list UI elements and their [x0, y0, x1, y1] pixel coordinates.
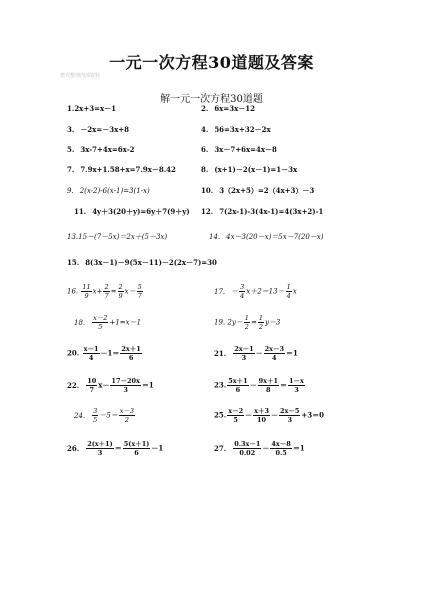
- problem-equation: －2x=－3x+8: [80, 125, 130, 134]
- fraction: $\frac{5x+1}{6}$: [228, 377, 248, 394]
- problem-equation: 7(2x-1)-3(4x-1)=4(3x+2)-1: [219, 207, 324, 216]
- problem-number: 9.: [67, 187, 74, 195]
- fraction: $\frac{2}{7}$: [104, 283, 109, 300]
- problem-3: [67, 125, 129, 135]
- problem-number: 7.: [67, 165, 75, 174]
- fraction: $\frac{x-2}{5}$: [228, 407, 244, 424]
- problem-equation: 3（2x+5）=2（4x+3）－3: [219, 186, 315, 195]
- problem-equation: 7.9x+1.58+x=7.9x－8.42: [80, 165, 176, 174]
- problem-5: [67, 145, 134, 155]
- problem-12: [201, 207, 323, 217]
- problem-number: 24.: [74, 411, 86, 420]
- problem-number: 15.: [67, 258, 80, 267]
- problem-number: 13.: [67, 233, 79, 241]
- problem-equation: 4y＋3(20＋y)=6y＋7(9＋y): [92, 207, 190, 216]
- problem-number: 17.: [214, 287, 226, 296]
- problem-number: 14.: [209, 233, 221, 241]
- fraction: $\frac{2(x+1)}{3}$: [87, 440, 113, 457]
- fraction: $\frac{0.3x-1}{0.02}$: [234, 440, 261, 457]
- problem-equation: 2x+3=x－1: [74, 104, 117, 113]
- fraction: $\frac{5}{7}$: [137, 283, 142, 300]
- problem-11: [74, 207, 190, 217]
- fraction: $\frac{2x+1}{6}$: [121, 345, 141, 362]
- problem-number: 19.: [214, 318, 226, 327]
- problem-24: 24. $\frac{3}{5}$ －5＝ $\frac{x-3}{2}$: [74, 407, 135, 424]
- fraction: $\frac{1}{4}$: [286, 283, 291, 300]
- fraction: $\frac{x+3}{10}$: [254, 407, 269, 424]
- fraction: $\frac{2x-1}{3}$: [234, 345, 254, 362]
- problem-number: 10.: [201, 186, 214, 195]
- problem-number: 1.: [67, 104, 75, 113]
- problem-equation: (x+1)－2(x－1)=1－3x: [214, 165, 298, 174]
- problem-number: 6.: [201, 145, 209, 154]
- problem-17: 17. － $\frac{3}{4}$ x＋2＝13－ $\frac{1}{4}$ x: [214, 283, 297, 300]
- problem-14: [209, 232, 323, 242]
- document-subtitle: 解一元一次方程30道题: [160, 94, 263, 105]
- fraction: $\frac{11}{9}$: [82, 283, 91, 300]
- problem-7: [67, 165, 176, 175]
- problem-number: 2.: [201, 104, 209, 113]
- problem-number: 18.: [74, 318, 86, 327]
- problem-number: 25.: [214, 410, 227, 420]
- problem-13: [67, 232, 167, 242]
- problem-number: 23.: [214, 380, 227, 390]
- fraction: $\frac{3}{5}$: [93, 407, 98, 424]
- fraction: $\frac{2x-5}{3}$: [280, 407, 300, 424]
- problem-number: 22.: [67, 380, 80, 390]
- fraction: $\frac{1}{2}$: [244, 314, 249, 331]
- problem-20: 20. $\frac{x-1}{4}$ －1＝ $\frac{2x+1}{6}$: [67, 345, 141, 362]
- problem-number: 11.: [74, 207, 87, 216]
- problem-number: 4.: [201, 125, 209, 134]
- problem-15: [67, 258, 217, 268]
- problem-16: 16. $\frac{11}{9}$ x+ $\frac{2}{7}$ = $\frac{2}{9}$ x－ $\frac{5}{7}$: [67, 283, 142, 300]
- problem-number: 26.: [67, 443, 80, 453]
- problem-equation: 2(x-2)-6(x-1)=3(1-x): [79, 187, 150, 195]
- fraction: $\frac{3}{4}$: [240, 283, 245, 300]
- problem-1: [67, 104, 116, 114]
- problem-25: 25. $\frac{x-2}{5}$ － $\frac{x+3}{10}$ － $\frac{2x-5}{3}$ +3＝0: [214, 407, 325, 424]
- problem-27: 27. $\frac{0.3x-1}{0.02}$ － $\frac{4x-8}{0.5}$ ＝1: [214, 440, 305, 457]
- problem-6: [201, 145, 277, 155]
- fraction: $\frac{x-3}{2}$: [119, 407, 135, 424]
- fraction: $\frac{10}{7}$: [87, 377, 97, 394]
- fraction: $\frac{4x-8}{0.5}$: [271, 440, 291, 457]
- problem-equation: 15－(7－5x)＝2x＋(5－3x): [78, 233, 168, 241]
- problem-equation: 56=3x+32－2x: [214, 125, 271, 134]
- problem-number: 27.: [214, 443, 227, 453]
- problem-equation: 3x-7+4x=6x-2: [80, 145, 135, 154]
- problem-2: [201, 104, 255, 114]
- problem-9: [67, 186, 150, 196]
- fraction: $\frac{1}{2}$: [258, 314, 263, 331]
- problem-18: 18. $\frac{x-2}{5}$ +1=x－1: [74, 314, 142, 331]
- fraction: $\frac{x-2}{5}$: [93, 314, 108, 331]
- problem-equation: 6x=3x－12: [214, 104, 256, 113]
- problem-19: 19. 2y－ $\frac{1}{2}$ = $\frac{1}{2}$ y－3: [214, 314, 281, 331]
- problem-8: [201, 165, 297, 175]
- fraction: $\frac{x-1}{4}$: [83, 345, 99, 362]
- problem-number: 12.: [201, 207, 214, 216]
- problem-21: 21. $\frac{2x-1}{3}$ － $\frac{2x-3}{4}$ ＝1: [214, 345, 298, 362]
- fraction: $\frac{17-20x}{3}$: [111, 377, 140, 394]
- problem-22: 22. $\frac{10}{7}$ x－ $\frac{17-20x}{3}$ ＝1: [67, 377, 154, 394]
- problem-number: 5.: [67, 145, 75, 154]
- problem-number: 21.: [214, 348, 227, 358]
- problem-23: 23. $\frac{5x+1}{6}$ － $\frac{9x+1}{8}$ ＝ $\frac{1-x}{3}$: [214, 377, 304, 394]
- problem-equation: 8(3x－1)－9(5x－11)－2(2x－7)=30: [85, 258, 217, 267]
- document-title: 一元一次方程30道题及答案: [109, 53, 314, 72]
- problem-number: 3.: [67, 125, 75, 134]
- problem-number: 8.: [201, 165, 209, 174]
- problem-equation: 4x－3(20－x)＝5x－7(20－x): [226, 233, 324, 241]
- problem-4: [201, 125, 271, 135]
- problem-10: [201, 186, 314, 196]
- problem-number: 20.: [67, 348, 80, 358]
- fraction: $\frac{2}{9}$: [118, 283, 123, 300]
- watermark: 整代整理内部资料: [60, 73, 101, 79]
- fraction: $\frac{9x+1}{8}$: [258, 377, 279, 394]
- problem-equation: 3x－7+6x=4x－8: [214, 145, 277, 154]
- fraction: $\frac{5(x+1)}{6}$: [123, 440, 150, 457]
- fraction: $\frac{2x-3}{4}$: [264, 345, 285, 362]
- problem-number: 16.: [67, 287, 79, 296]
- fraction: $\frac{1-x}{3}$: [289, 377, 304, 394]
- problem-26: 26. $\frac{2(x+1)}{3}$ ＝ $\frac{5(x+1)}{6}$ －1: [67, 440, 164, 457]
